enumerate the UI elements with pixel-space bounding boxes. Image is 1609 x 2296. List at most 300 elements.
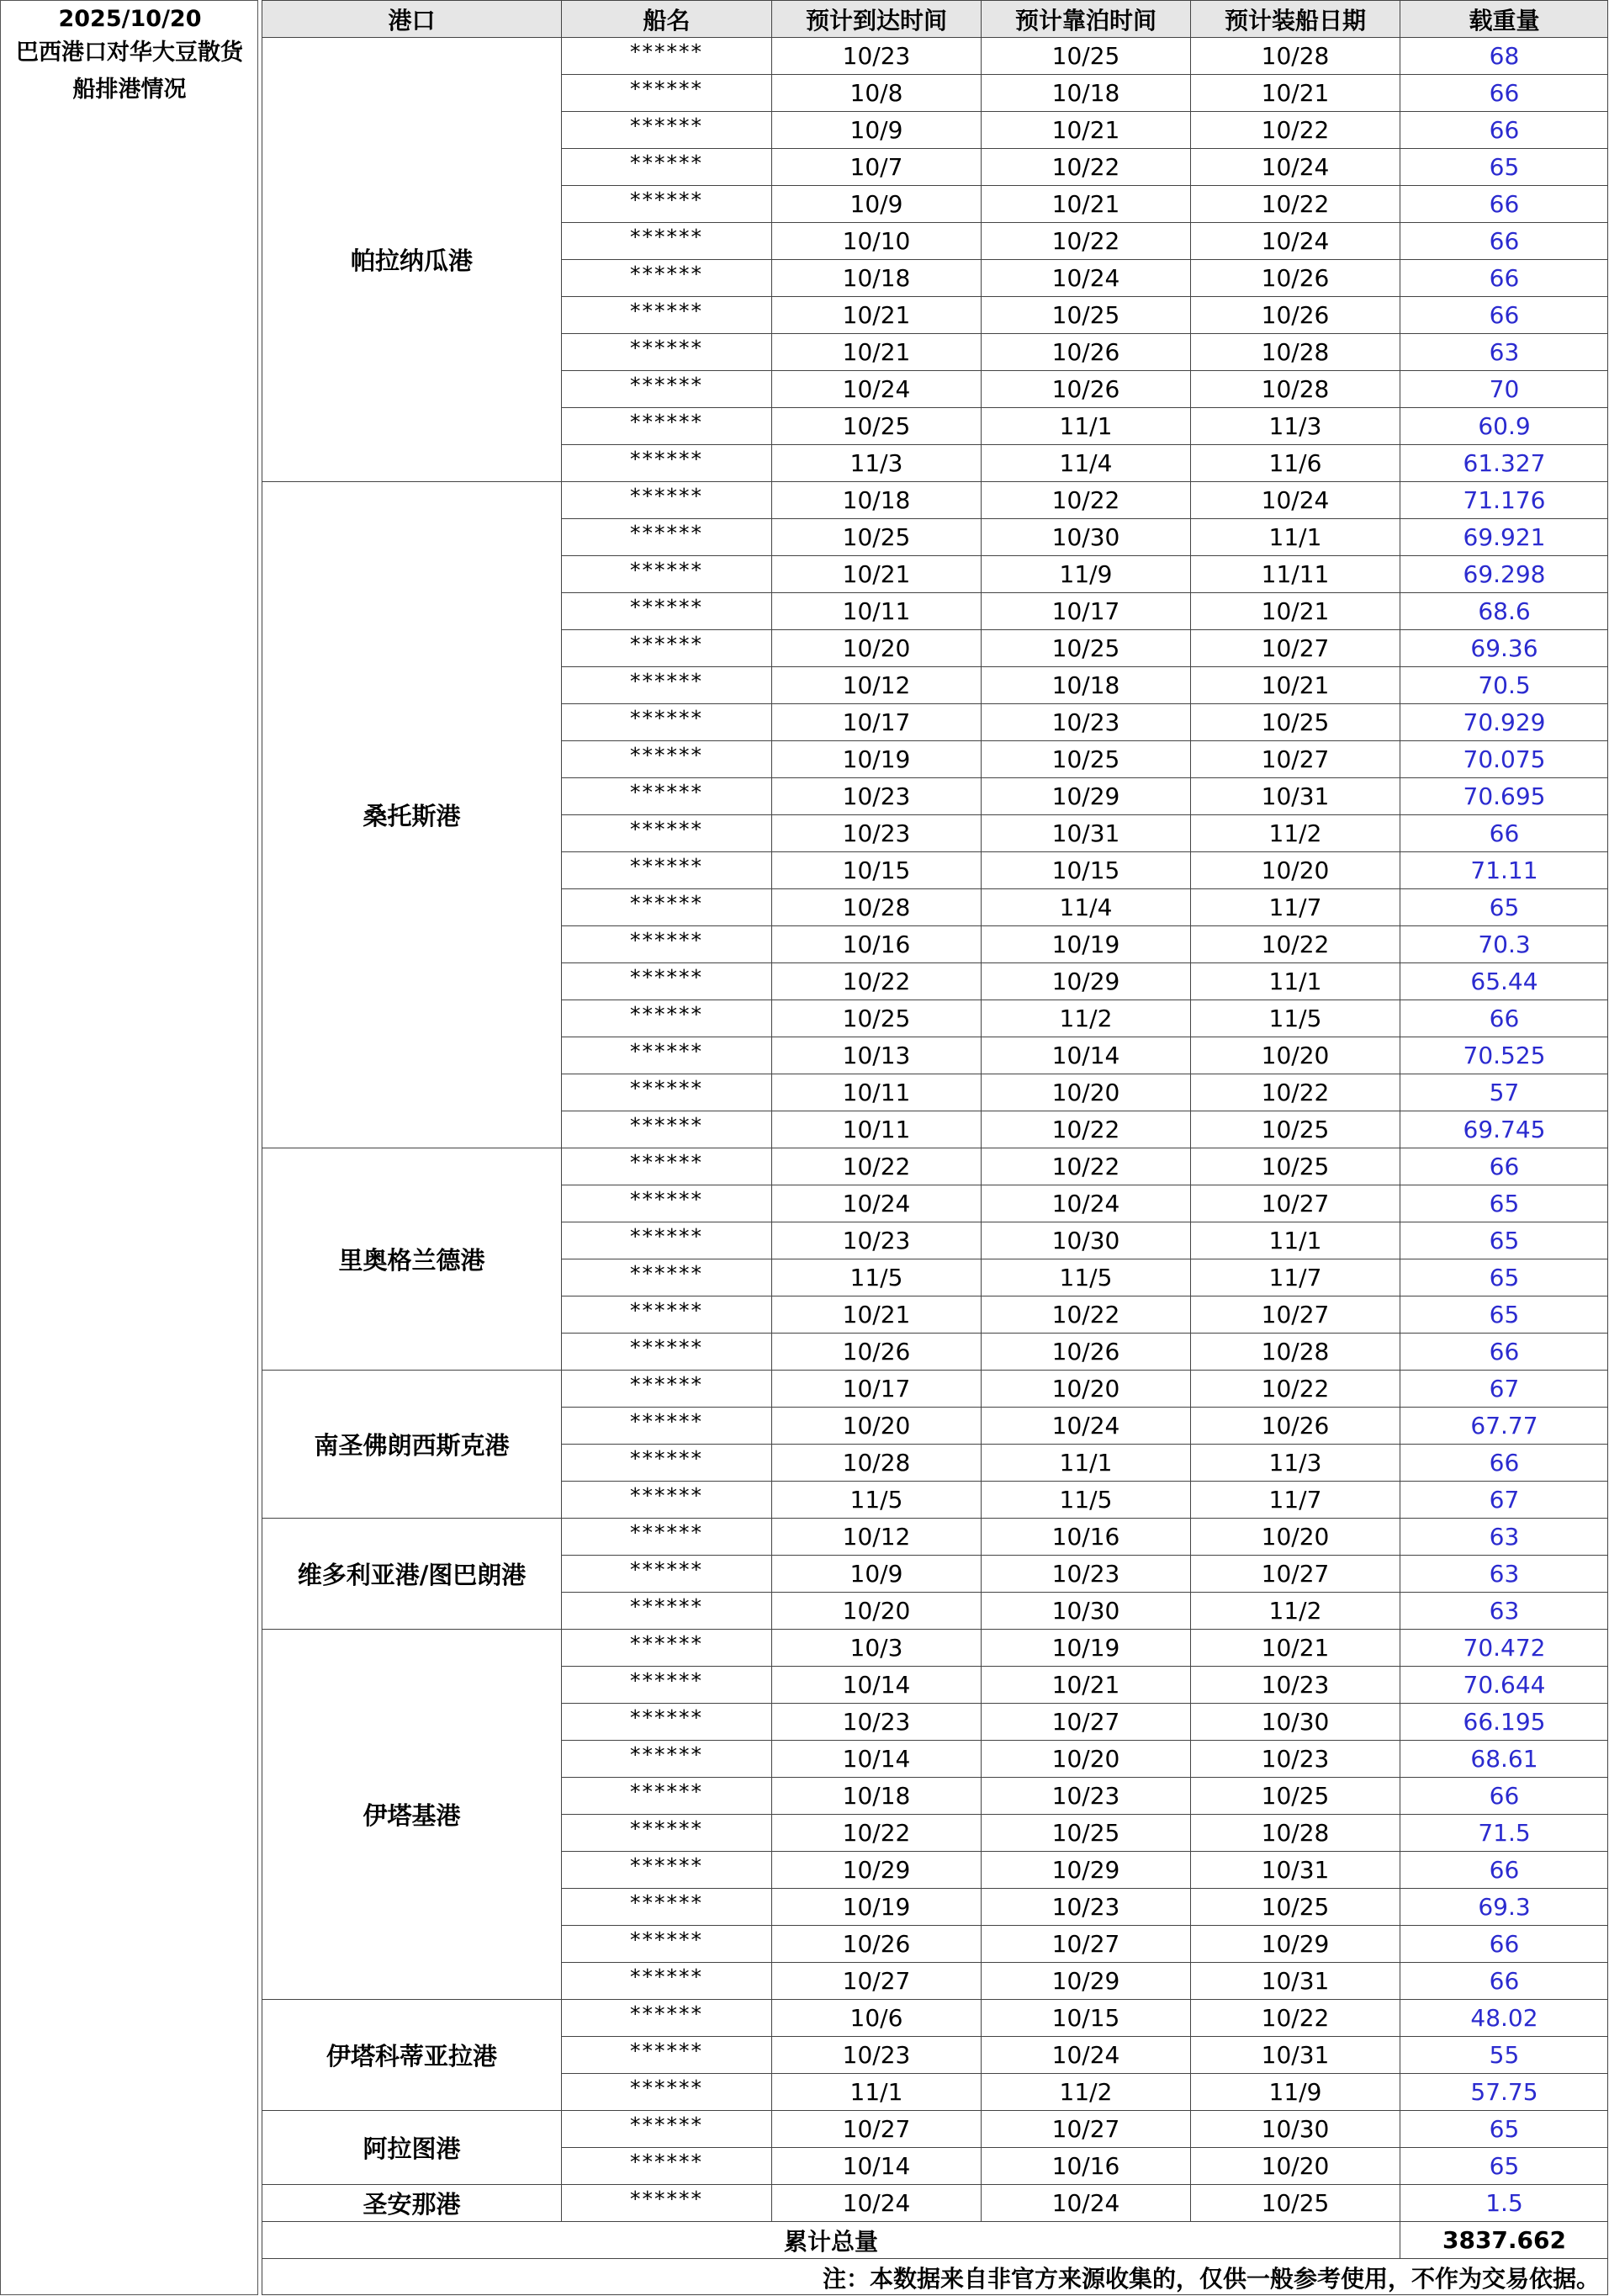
loading-cell: 10/24 (1190, 481, 1400, 518)
berthing-cell: 10/29 (981, 1851, 1190, 1888)
ship-name-cell: ****** (561, 666, 771, 703)
tonnage-cell: 66 (1400, 74, 1608, 111)
port-name-cell: 阿拉图港 (262, 2110, 561, 2184)
ship-name-cell: ****** (561, 2147, 771, 2184)
ship-name-cell: ****** (561, 333, 771, 370)
eta-cell: 10/14 (771, 1740, 981, 1777)
ship-name-cell: ****** (561, 74, 771, 111)
tonnage-cell: 70.929 (1400, 703, 1608, 740)
ship-name-cell: ****** (561, 1370, 771, 1407)
tonnage-cell: 70.644 (1400, 1666, 1608, 1703)
ship-name-cell: ****** (561, 1925, 771, 1962)
ship-name-cell: ****** (561, 555, 771, 592)
ship-name-cell: ****** (561, 296, 771, 333)
tonnage-cell: 66 (1400, 1000, 1608, 1037)
tonnage-cell: 57.75 (1400, 2073, 1608, 2110)
port-name-cell: 里奥格兰德港 (262, 1148, 561, 1370)
eta-cell: 10/19 (771, 1888, 981, 1925)
loading-cell: 10/26 (1190, 1407, 1400, 1444)
berthing-cell: 10/27 (981, 1703, 1190, 1740)
port-name-cell: 南圣佛朗西斯克港 (262, 1370, 561, 1518)
loading-cell: 11/1 (1190, 518, 1400, 555)
tonnage-cell: 65 (1400, 1185, 1608, 1222)
header-eta: 预计到达时间 (771, 0, 981, 37)
loading-cell: 10/20 (1190, 2147, 1400, 2184)
ship-name-cell: ****** (561, 2036, 771, 2073)
total-value: 3837.662 (1400, 2221, 1608, 2258)
ship-name-cell: ****** (561, 1518, 771, 1555)
report-date: 2025/10/20 (58, 6, 202, 32)
tonnage-cell: 69.36 (1400, 629, 1608, 666)
tonnage-cell: 69.298 (1400, 555, 1608, 592)
berthing-cell: 10/30 (981, 1222, 1190, 1259)
eta-cell: 10/25 (771, 1000, 981, 1037)
berthing-cell: 11/1 (981, 407, 1190, 444)
ship-name-cell: ****** (561, 1074, 771, 1111)
loading-cell: 10/25 (1190, 1148, 1400, 1185)
port-name-cell: 帕拉纳瓜港 (262, 37, 561, 481)
loading-cell: 10/27 (1190, 740, 1400, 777)
ship-name-cell: ****** (561, 1222, 771, 1259)
ship-name-cell: ****** (561, 37, 771, 74)
tonnage-cell: 66 (1400, 259, 1608, 296)
ship-name-cell: ****** (561, 1185, 771, 1222)
ship-name-cell: ****** (561, 1407, 771, 1444)
tonnage-cell: 63 (1400, 333, 1608, 370)
berthing-cell: 11/9 (981, 555, 1190, 592)
tonnage-cell: 61.327 (1400, 444, 1608, 481)
berthing-cell: 10/22 (981, 481, 1190, 518)
loading-cell: 11/3 (1190, 407, 1400, 444)
tonnage-cell: 63 (1400, 1518, 1608, 1555)
tonnage-cell: 66 (1400, 1925, 1608, 1962)
loading-cell: 10/24 (1190, 222, 1400, 259)
ship-name-cell: ****** (561, 2184, 771, 2221)
eta-cell: 10/29 (771, 1851, 981, 1888)
berthing-cell: 10/16 (981, 1518, 1190, 1555)
berthing-cell: 10/20 (981, 1370, 1190, 1407)
loading-cell: 10/26 (1190, 296, 1400, 333)
ship-name-cell: ****** (561, 1777, 771, 1814)
berthing-cell: 10/24 (981, 2184, 1190, 2221)
loading-cell: 10/22 (1190, 1999, 1400, 2036)
berthing-cell: 10/30 (981, 518, 1190, 555)
tonnage-cell: 65 (1400, 888, 1608, 925)
ship-name-cell: ****** (561, 370, 771, 407)
ship-name-cell: ****** (561, 1999, 771, 2036)
ship-name-cell: ****** (561, 1666, 771, 1703)
eta-cell: 11/3 (771, 444, 981, 481)
eta-cell: 10/17 (771, 703, 981, 740)
ship-name-cell: ****** (561, 703, 771, 740)
ship-name-cell: ****** (561, 444, 771, 481)
port-name-cell: 桑托斯港 (262, 481, 561, 1148)
loading-cell: 10/21 (1190, 666, 1400, 703)
ship-name-cell: ****** (561, 1259, 771, 1296)
ship-name-cell: ****** (561, 888, 771, 925)
tonnage-cell: 66 (1400, 814, 1608, 851)
eta-cell: 10/21 (771, 1296, 981, 1333)
ship-name-cell: ****** (561, 2073, 771, 2110)
loading-cell: 11/7 (1190, 1481, 1400, 1518)
berthing-cell: 10/15 (981, 851, 1190, 888)
ship-name-cell: ****** (561, 407, 771, 444)
header-berthing: 预计靠泊时间 (981, 0, 1190, 37)
berthing-cell: 10/20 (981, 1074, 1190, 1111)
loading-cell: 10/23 (1190, 1740, 1400, 1777)
tonnage-cell: 66 (1400, 222, 1608, 259)
eta-cell: 10/17 (771, 1370, 981, 1407)
berthing-cell: 10/22 (981, 222, 1190, 259)
berthing-cell: 10/22 (981, 1148, 1190, 1185)
tonnage-cell: 66 (1400, 1962, 1608, 1999)
tonnage-cell: 55 (1400, 2036, 1608, 2073)
loading-cell: 10/31 (1190, 1851, 1400, 1888)
eta-cell: 11/5 (771, 1481, 981, 1518)
eta-cell: 10/13 (771, 1037, 981, 1074)
eta-cell: 11/5 (771, 1259, 981, 1296)
berthing-cell: 10/26 (981, 370, 1190, 407)
eta-cell: 10/27 (771, 2110, 981, 2147)
tonnage-cell: 66 (1400, 1777, 1608, 1814)
tonnage-cell: 66 (1400, 1148, 1608, 1185)
tonnage-cell: 66 (1400, 111, 1608, 148)
berthing-cell: 10/25 (981, 740, 1190, 777)
eta-cell: 10/23 (771, 2036, 981, 2073)
tonnage-cell: 69.745 (1400, 1111, 1608, 1148)
berthing-cell: 11/5 (981, 1259, 1190, 1296)
ship-name-cell: ****** (561, 962, 771, 1000)
loading-cell: 10/27 (1190, 1185, 1400, 1222)
eta-cell: 10/25 (771, 407, 981, 444)
loading-cell: 10/31 (1190, 1962, 1400, 1999)
loading-cell: 10/28 (1190, 370, 1400, 407)
loading-cell: 10/26 (1190, 259, 1400, 296)
eta-cell: 10/15 (771, 851, 981, 888)
eta-cell: 10/12 (771, 1518, 981, 1555)
tonnage-cell: 68 (1400, 37, 1608, 74)
loading-cell: 11/11 (1190, 555, 1400, 592)
berthing-cell: 10/19 (981, 1629, 1190, 1666)
loading-cell: 11/3 (1190, 1444, 1400, 1481)
loading-cell: 10/30 (1190, 2110, 1400, 2147)
loading-cell: 10/25 (1190, 1111, 1400, 1148)
loading-cell: 11/6 (1190, 444, 1400, 481)
loading-cell: 10/28 (1190, 1333, 1400, 1370)
ship-name-cell: ****** (561, 222, 771, 259)
eta-cell: 10/22 (771, 1148, 981, 1185)
tonnage-cell: 68.6 (1400, 592, 1608, 629)
loading-cell: 10/22 (1190, 925, 1400, 962)
ship-name-cell: ****** (561, 1000, 771, 1037)
tonnage-cell: 70.695 (1400, 777, 1608, 814)
berthing-cell: 11/2 (981, 1000, 1190, 1037)
berthing-cell: 10/22 (981, 1111, 1190, 1148)
eta-cell: 10/28 (771, 1444, 981, 1481)
tonnage-cell: 65 (1400, 1296, 1608, 1333)
loading-cell: 10/20 (1190, 851, 1400, 888)
tonnage-cell: 68.61 (1400, 1740, 1608, 1777)
tonnage-cell: 67.77 (1400, 1407, 1608, 1444)
ship-name-cell: ****** (561, 518, 771, 555)
ship-name-cell: ****** (561, 925, 771, 962)
eta-cell: 10/25 (771, 518, 981, 555)
tonnage-cell: 70.3 (1400, 925, 1608, 962)
ship-name-cell: ****** (561, 814, 771, 851)
eta-cell: 10/20 (771, 629, 981, 666)
tonnage-cell: 66 (1400, 1444, 1608, 1481)
report-title: 巴西港口对华大豆散货船排港情况 (16, 40, 243, 103)
ship-name-cell: ****** (561, 1814, 771, 1851)
berthing-cell: 10/19 (981, 925, 1190, 962)
header-tonnage: 载重量 (1400, 0, 1608, 37)
eta-cell: 10/6 (771, 1999, 981, 2036)
ship-name-cell: ****** (561, 1481, 771, 1518)
ship-name-cell: ****** (561, 481, 771, 518)
eta-cell: 10/10 (771, 222, 981, 259)
eta-cell: 10/18 (771, 481, 981, 518)
tonnage-cell: 66.195 (1400, 1703, 1608, 1740)
loading-cell: 10/25 (1190, 2184, 1400, 2221)
berthing-cell: 10/14 (981, 1037, 1190, 1074)
loading-cell: 10/22 (1190, 111, 1400, 148)
loading-cell: 10/31 (1190, 777, 1400, 814)
ship-name-cell: ****** (561, 185, 771, 222)
loading-cell: 10/27 (1190, 1296, 1400, 1333)
eta-cell: 10/11 (771, 592, 981, 629)
berthing-cell: 10/15 (981, 1999, 1190, 2036)
eta-cell: 10/26 (771, 1925, 981, 1962)
berthing-cell: 10/24 (981, 1407, 1190, 1444)
ship-name-cell: ****** (561, 1629, 771, 1666)
loading-cell: 10/28 (1190, 37, 1400, 74)
eta-cell: 10/23 (771, 37, 981, 74)
tonnage-cell: 63 (1400, 1592, 1608, 1629)
tonnage-cell: 1.5 (1400, 2184, 1608, 2221)
eta-cell: 10/28 (771, 888, 981, 925)
ship-name-cell: ****** (561, 148, 771, 185)
ship-name-cell: ****** (561, 592, 771, 629)
eta-cell: 10/22 (771, 1814, 981, 1851)
berthing-cell: 10/16 (981, 2147, 1190, 2184)
ship-name-cell: ****** (561, 851, 771, 888)
berthing-cell: 10/24 (981, 1185, 1190, 1222)
berthing-cell: 10/30 (981, 1592, 1190, 1629)
header-ship-name: 船名 (561, 0, 771, 37)
eta-cell: 10/21 (771, 555, 981, 592)
ship-name-cell: ****** (561, 1296, 771, 1333)
tonnage-cell: 70 (1400, 370, 1608, 407)
ship-name-cell: ****** (561, 1740, 771, 1777)
berthing-cell: 10/25 (981, 1814, 1190, 1851)
eta-cell: 10/16 (771, 925, 981, 962)
header-port: 港口 (262, 0, 561, 37)
tonnage-cell: 69.3 (1400, 1888, 1608, 1925)
eta-cell: 10/11 (771, 1111, 981, 1148)
ship-name-cell: ****** (561, 1555, 771, 1592)
eta-cell: 10/21 (771, 296, 981, 333)
eta-cell: 11/1 (771, 2073, 981, 2110)
eta-cell: 10/23 (771, 1703, 981, 1740)
tonnage-cell: 67 (1400, 1370, 1608, 1407)
eta-cell: 10/27 (771, 1962, 981, 1999)
tonnage-cell: 65 (1400, 1222, 1608, 1259)
tonnage-cell: 70.075 (1400, 740, 1608, 777)
tonnage-cell: 66 (1400, 185, 1608, 222)
loading-cell: 11/1 (1190, 962, 1400, 1000)
berthing-cell: 10/23 (981, 1888, 1190, 1925)
tonnage-cell: 71.176 (1400, 481, 1608, 518)
loading-cell: 10/25 (1190, 703, 1400, 740)
berthing-cell: 10/20 (981, 1740, 1190, 1777)
eta-cell: 10/19 (771, 740, 981, 777)
tonnage-cell: 65 (1400, 2110, 1608, 2147)
loading-cell: 11/2 (1190, 814, 1400, 851)
berthing-cell: 11/4 (981, 444, 1190, 481)
eta-cell: 10/7 (771, 148, 981, 185)
port-name-cell: 伊塔科蒂亚拉港 (262, 1999, 561, 2110)
loading-cell: 10/20 (1190, 1037, 1400, 1074)
berthing-cell: 10/25 (981, 629, 1190, 666)
report-sidebar (0, 0, 258, 2295)
loading-cell: 11/7 (1190, 1259, 1400, 1296)
berthing-cell: 10/24 (981, 259, 1190, 296)
loading-cell: 11/1 (1190, 1222, 1400, 1259)
berthing-cell: 10/22 (981, 148, 1190, 185)
tonnage-cell: 65 (1400, 2147, 1608, 2184)
berthing-cell: 10/22 (981, 1296, 1190, 1333)
berthing-table (262, 0, 1608, 2295)
loading-cell: 10/29 (1190, 1925, 1400, 1962)
loading-cell: 10/21 (1190, 74, 1400, 111)
loading-cell: 10/27 (1190, 1555, 1400, 1592)
berthing-cell: 10/23 (981, 1777, 1190, 1814)
loading-cell: 10/25 (1190, 1888, 1400, 1925)
tonnage-cell: 57 (1400, 1074, 1608, 1111)
loading-cell: 10/22 (1190, 1370, 1400, 1407)
eta-cell: 10/21 (771, 333, 981, 370)
loading-cell: 10/20 (1190, 1518, 1400, 1555)
berthing-cell: 10/29 (981, 777, 1190, 814)
eta-cell: 10/23 (771, 814, 981, 851)
loading-cell: 10/28 (1190, 1814, 1400, 1851)
tonnage-cell: 66 (1400, 1851, 1608, 1888)
ship-name-cell: ****** (561, 1037, 771, 1074)
berthing-cell: 11/4 (981, 888, 1190, 925)
ship-name-cell: ****** (561, 1962, 771, 1999)
tonnage-cell: 60.9 (1400, 407, 1608, 444)
ship-name-cell: ****** (561, 629, 771, 666)
loading-cell: 10/22 (1190, 1074, 1400, 1111)
tonnage-cell: 70.5 (1400, 666, 1608, 703)
eta-cell: 10/14 (771, 1666, 981, 1703)
tonnage-cell: 71.5 (1400, 1814, 1608, 1851)
berthing-cell: 10/21 (981, 1666, 1190, 1703)
port-name-cell: 维多利亚港/图巴朗港 (262, 1518, 561, 1629)
berthing-cell: 10/26 (981, 1333, 1190, 1370)
loading-cell: 10/25 (1190, 1777, 1400, 1814)
tonnage-cell: 70.525 (1400, 1037, 1608, 1074)
ship-name-cell: ****** (561, 1703, 771, 1740)
berthing-cell: 11/2 (981, 2073, 1190, 2110)
tonnage-cell: 66 (1400, 1333, 1608, 1370)
loading-cell: 10/30 (1190, 1703, 1400, 1740)
eta-cell: 10/14 (771, 2147, 981, 2184)
berthing-cell: 10/25 (981, 296, 1190, 333)
eta-cell: 10/11 (771, 1074, 981, 1111)
eta-cell: 10/18 (771, 1777, 981, 1814)
loading-cell: 10/24 (1190, 148, 1400, 185)
berthing-cell: 10/17 (981, 592, 1190, 629)
ship-name-cell: ****** (561, 1148, 771, 1185)
eta-cell: 10/9 (771, 1555, 981, 1592)
tonnage-cell: 69.921 (1400, 518, 1608, 555)
ship-name-cell: ****** (561, 777, 771, 814)
eta-cell: 10/24 (771, 370, 981, 407)
loading-cell: 10/21 (1190, 1629, 1400, 1666)
berthing-cell: 10/24 (981, 2036, 1190, 2073)
ship-name-cell: ****** (561, 740, 771, 777)
total-label: 累计总量 (262, 2221, 1400, 2258)
port-name-cell: 圣安那港 (262, 2184, 561, 2221)
berthing-cell: 10/29 (981, 962, 1190, 1000)
loading-cell: 10/23 (1190, 1666, 1400, 1703)
eta-cell: 10/24 (771, 2184, 981, 2221)
loading-cell: 10/22 (1190, 185, 1400, 222)
berthing-cell: 10/31 (981, 814, 1190, 851)
port-name-cell: 伊塔基港 (262, 1629, 561, 1999)
berthing-cell: 10/23 (981, 703, 1190, 740)
eta-cell: 10/26 (771, 1333, 981, 1370)
berthing-cell: 10/26 (981, 333, 1190, 370)
eta-cell: 10/22 (771, 962, 981, 1000)
eta-cell: 10/24 (771, 1185, 981, 1222)
berthing-cell: 10/21 (981, 185, 1190, 222)
eta-cell: 10/23 (771, 777, 981, 814)
ship-name-cell: ****** (561, 2110, 771, 2147)
tonnage-cell: 71.11 (1400, 851, 1608, 888)
berthing-cell: 10/21 (981, 111, 1190, 148)
berthing-cell: 10/23 (981, 1555, 1190, 1592)
ship-name-cell: ****** (561, 1444, 771, 1481)
ship-name-cell: ****** (561, 1888, 771, 1925)
tonnage-cell: 65 (1400, 1259, 1608, 1296)
loading-cell: 10/31 (1190, 2036, 1400, 2073)
tonnage-cell: 66 (1400, 296, 1608, 333)
tonnage-cell: 63 (1400, 1555, 1608, 1592)
eta-cell: 10/12 (771, 666, 981, 703)
eta-cell: 10/20 (771, 1407, 981, 1444)
berthing-cell: 10/27 (981, 1925, 1190, 1962)
header-loading: 预计装船日期 (1190, 0, 1400, 37)
berthing-cell: 11/1 (981, 1444, 1190, 1481)
loading-cell: 11/7 (1190, 888, 1400, 925)
ship-name-cell: ****** (561, 1851, 771, 1888)
tonnage-cell: 70.472 (1400, 1629, 1608, 1666)
loading-cell: 10/27 (1190, 629, 1400, 666)
berthing-cell: 10/29 (981, 1962, 1190, 1999)
tonnage-cell: 65 (1400, 148, 1608, 185)
eta-cell: 10/8 (771, 74, 981, 111)
ship-name-cell: ****** (561, 1592, 771, 1629)
eta-cell: 10/3 (771, 1629, 981, 1666)
tonnage-cell: 48.02 (1400, 1999, 1608, 2036)
eta-cell: 10/20 (771, 1592, 981, 1629)
ship-name-cell: ****** (561, 111, 771, 148)
berthing-cell: 10/27 (981, 2110, 1190, 2147)
loading-cell: 11/2 (1190, 1592, 1400, 1629)
loading-cell: 11/9 (1190, 2073, 1400, 2110)
